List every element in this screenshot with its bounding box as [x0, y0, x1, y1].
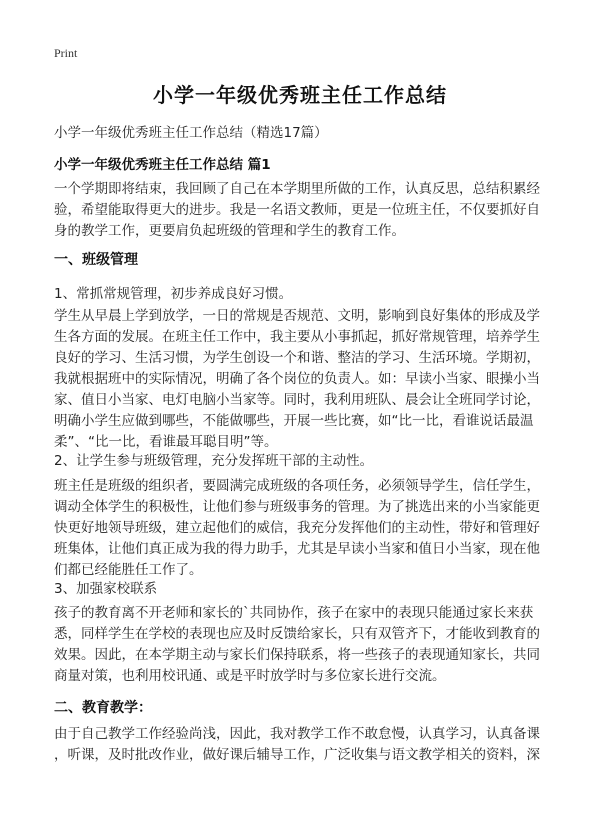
paragraph-line: 学生从早晨上学到放学，一日的常规是否规范、文明，影响到良好集体的形成及学 [54, 308, 540, 324]
document-subtitle: 小学一年级优秀班主任工作总结（精选17篇） [54, 125, 328, 141]
teaching-paragraph [54, 724, 554, 766]
paragraph-line: 家、值日小当家、电灯电脑小当家等。同时，我利用班队、晨会让全班同学讨论， [54, 392, 540, 408]
paragraph-line: 身的教学工作，更要肩负起班级的管理和学生的教育工作。 [54, 223, 405, 239]
paragraph-line: 悉，同样学生在学校的表现也应及时反馈给家长，只有双管齐下，才能收到教育的 [54, 626, 540, 642]
paragraph-line: 验，希望能取得更大的进步。我是一名语文教师，更是一位班主任，不仅要抓好自 [54, 202, 540, 218]
paragraph-line: 良好的学习、生活习惯，为学生创设一个和谐、整洁的学习、生活环境。学期初， [54, 350, 540, 366]
print-link[interactable]: Print [54, 46, 78, 60]
intro-paragraph [54, 179, 554, 242]
paragraph-line: 一个学期即将结束，我回顾了自己在本学期里所做的工作，认真反思，总结积累经 [54, 181, 540, 197]
paragraph-line: 班集体，让他们真正成为我的得力助手，尤其是早读小当家和值日小当家，现在他 [54, 541, 540, 557]
paragraph-line: 商量对策，也利用校讯通、或是平时放学时与多位家长进行交流。 [54, 668, 446, 684]
section-heading-teaching: 二、教育教学： [54, 700, 152, 716]
paragraph-line: 孩子的教育离不开老师和家长的`共同协作，孩子在家中的表现只能通过家长来获 [54, 605, 534, 621]
paragraph-line: 班主任是班级的组织者，要圆满完成班级的各项任务，必须领导学生，信任学生， [54, 478, 540, 494]
paragraph-line: 效果。因此，在本学期主动与家长们保持联系，将一些孩子的表现通知家长，共同 [54, 647, 540, 663]
paragraph-line: 调动全体学生的积极性，让他们参与班级事务的管理。为了挑选出来的小当家能更 [54, 499, 540, 515]
subsection-heading-participation: 2、让学生参与班级管理，充分发挥班干部的主动性。 [54, 453, 374, 469]
subsection-heading-routine: 1、常抓常规管理，初步养成良好习惯。 [54, 286, 293, 302]
paragraph-line: 柔”、“比一比，看谁最耳聪目明”等。 [54, 434, 278, 450]
document-title: 小学一年级优秀班主任工作总结 [153, 83, 447, 107]
paragraph-line: 我就根据班中的实际情况，明确了各个岗位的负责人。如：早读小当家、眼操小当 [54, 371, 540, 387]
subsection-heading-home-school: 3、加强家校联系 [54, 581, 158, 597]
home-school-paragraph [54, 603, 554, 687]
routine-paragraph [54, 306, 554, 453]
chapter-title: 小学一年级优秀班主任工作总结 篇1 [54, 157, 271, 173]
paragraph-line: 生各方面的发展。在班主任工作中，我主要从小事抓起，抓好常规管理，培养学生 [54, 329, 540, 345]
paragraph-line: 明确小学生应做到哪些，不能做哪些，开展一些比赛，如“比一比，看谁说话最温 [54, 413, 534, 429]
participation-paragraph [54, 476, 554, 581]
paragraph-line: 快更好地领导班级，建立起他们的威信，我充分发挥他们的主动性，带好和管理好 [54, 520, 540, 536]
paragraph-line: 们都已经能胜任工作了。 [54, 562, 203, 578]
section-heading-class-management: 一、班级管理 [54, 252, 138, 268]
paragraph-line: ，听课，及时批改作业，做好课后辅导工作，广泛收集与语文教学相关的资料，深 [54, 747, 540, 763]
paragraph-line: 由于自己教学工作经验尚浅，因此，我对教学工作不敢怠慢，认真学习，认真备课 [54, 726, 540, 742]
